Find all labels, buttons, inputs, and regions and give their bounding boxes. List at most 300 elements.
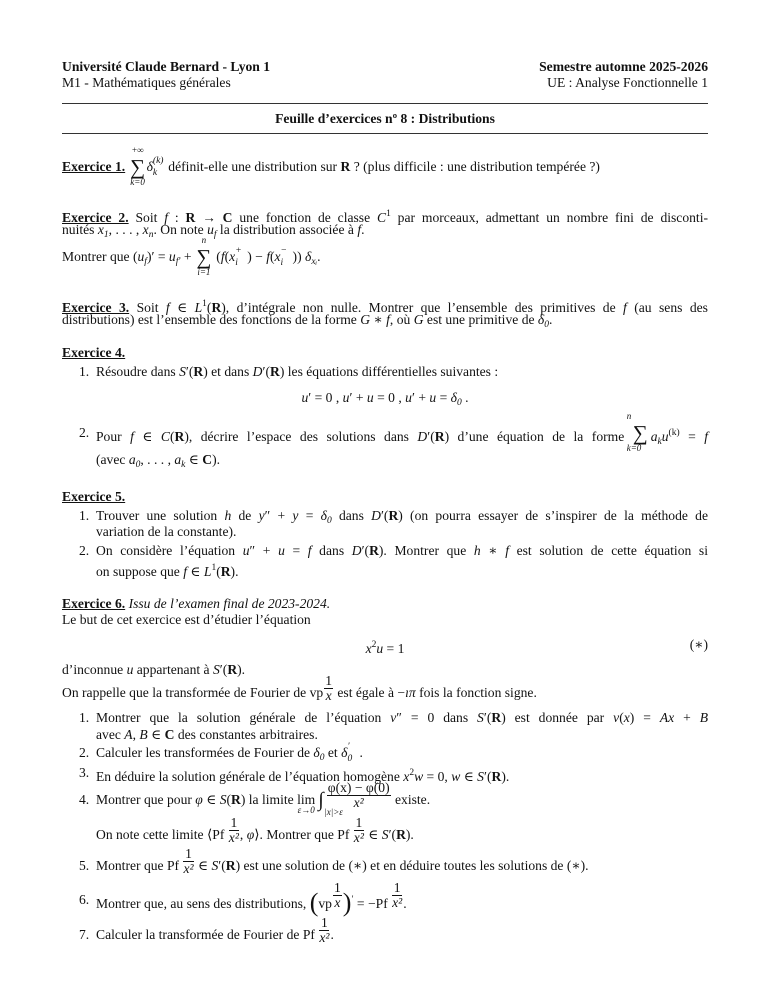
math-set: R: [340, 159, 351, 174]
sum-upper-limit: n: [626, 411, 632, 421]
math-set: R: [193, 364, 204, 379]
exercise-label: Exercice 5.: [62, 489, 126, 504]
text-line: [96, 743, 708, 763]
text-run: ) est donnée par: [501, 710, 614, 725]
text-run: Soit: [128, 210, 165, 225]
superscript: 2: [371, 640, 377, 650]
sigma-symbol: ∑: [196, 245, 212, 269]
text-run: Le but de cet exercice est d’étudier l’équation: [62, 612, 311, 627]
text-run: ∈: [194, 858, 212, 873]
text-run: ).: [501, 769, 510, 784]
exercise-label: Exercice 1.: [62, 159, 126, 174]
item-number: 3.: [79, 765, 90, 780]
text-run: ⟩. Montrer que Pf: [254, 827, 353, 842]
math-set: R: [231, 792, 241, 807]
math-set: R: [270, 364, 280, 379]
text-line: [96, 362, 708, 382]
subscript: 0: [135, 460, 141, 470]
math-set: R: [369, 543, 379, 558]
math-symbol: C: [377, 210, 387, 225]
denominator: x²: [183, 861, 194, 876]
text-run: ) −: [247, 249, 267, 264]
numerator: 1: [320, 915, 328, 930]
math-symbol: S: [477, 769, 484, 784]
math-symbol: v: [613, 710, 620, 725]
math-symbol: u: [376, 641, 384, 656]
big-parenthesis: (: [309, 888, 319, 917]
math-symbol: x: [403, 769, 410, 784]
text-run: ∗: [480, 543, 506, 558]
text-run: et: [324, 745, 342, 760]
item-number: 2.: [79, 425, 90, 440]
superscript: (k): [152, 156, 164, 166]
subscript: n: [148, 230, 154, 240]
text-run: = 0 ,: [373, 390, 406, 405]
sum-upper-limit: n: [201, 235, 207, 245]
math-symbol: u: [126, 662, 134, 677]
math-symbol: a: [128, 452, 136, 467]
denominator: x²: [353, 795, 364, 810]
program-name: M1 - Mathématiques générales: [62, 75, 231, 90]
numerator: 1: [230, 815, 238, 830]
text-run: ,: [132, 727, 140, 742]
math-set: R: [491, 710, 502, 725]
text-run: Montrer que, au sens des distributions,: [96, 896, 310, 911]
text-run: ). Montrer que: [378, 543, 474, 558]
text-run: .: [317, 249, 321, 264]
math-symbol: D: [351, 543, 362, 558]
math-symbol: h: [473, 543, 481, 558]
text-run: (: [169, 429, 175, 444]
text-run: ,: [239, 827, 247, 842]
item-number: 1.: [79, 364, 90, 379]
text-run: +: [674, 710, 700, 725]
text-run: ) est une solution de (∗) et en déduire toutes les solutions de (∗).: [235, 858, 589, 873]
math-symbol: f: [165, 300, 170, 315]
text-run: =: [284, 543, 308, 558]
math-symbol: a: [650, 429, 658, 444]
math-symbol: u: [168, 249, 176, 264]
math-set: R: [220, 564, 231, 579]
sum-lower-limit: k=0: [626, 443, 642, 453]
subscript: 0: [326, 516, 332, 526]
exercise-label: Exercice 2.: [62, 210, 129, 225]
text-run: , . . . ,: [108, 222, 143, 237]
item-number: 7.: [79, 927, 90, 942]
numerator: 1: [393, 880, 401, 895]
math-symbol: u: [278, 543, 285, 558]
text-line: [62, 635, 708, 655]
subscript: 1: [103, 230, 109, 240]
math-set: R: [491, 769, 502, 784]
numerator: 1: [185, 846, 192, 861]
math-symbol: x: [365, 641, 372, 656]
math-symbol: f: [164, 210, 169, 225]
text-run: on suppose que: [96, 564, 184, 579]
text-line: [96, 558, 708, 578]
math-symbol: h: [224, 508, 232, 523]
text-run: (au sens des: [626, 300, 708, 315]
sum-lower-limit: i=1: [197, 267, 211, 277]
title-rule: [62, 133, 708, 134]
math-symbol: u: [342, 390, 350, 405]
subscript: 0: [347, 754, 353, 764]
text-run: ′(: [219, 662, 228, 677]
text-run: ).: [405, 827, 414, 842]
text-run: ′ +: [411, 390, 430, 405]
math-symbol: D: [417, 429, 428, 444]
text-run: est une primitive de: [423, 312, 538, 327]
text-run: =: [436, 390, 451, 405]
subscript: k: [152, 168, 158, 178]
text-run: +: [180, 249, 195, 264]
text-run: ) la limite: [240, 792, 298, 807]
sub-superscript: [153, 157, 165, 177]
math-symbol: S: [477, 710, 484, 725]
text-run: par morceaux, admettant un nombre fini de disconti-: [390, 210, 709, 225]
text-run: ′(: [361, 543, 370, 558]
text-line: [96, 846, 708, 876]
superscript: 1: [386, 209, 391, 219]
math-symbol: a: [174, 452, 182, 467]
text-run: On rappelle que la transformée de Fourier de vp: [62, 685, 324, 700]
math-symbol: S: [213, 662, 220, 677]
sum-lower-limit: k=0: [130, 177, 145, 187]
text-run: ) et dans: [203, 364, 253, 379]
numerator: 1: [333, 880, 341, 895]
text-run: Trouver une solution: [96, 508, 225, 523]
text-run: On note cette limite ⟨Pf: [96, 827, 228, 842]
item-number: 6.: [79, 892, 90, 907]
superscript: (k): [668, 428, 680, 438]
text-run: ).: [237, 662, 246, 677]
text-run: .: [361, 222, 365, 237]
text-run: .: [549, 312, 553, 327]
text-run: .: [461, 390, 469, 405]
math-symbol: B: [139, 727, 148, 742]
text-run: Calculer la transformée de Fourier de Pf: [96, 927, 319, 942]
numerator: φ(x) − φ(0): [327, 780, 390, 795]
text-line: [96, 411, 708, 453]
text-run: = 0,: [423, 769, 452, 784]
math-set: R: [225, 858, 236, 873]
text-run: , . . . ,: [140, 452, 175, 467]
limit-operator: lim: [297, 792, 316, 807]
text-run: ∈: [185, 452, 203, 467]
math-symbol: y: [258, 508, 265, 523]
text-run: ), d’intégrale non nulle. Montrer que l’ensemble des primitives de: [221, 300, 624, 315]
fraction: [318, 915, 330, 945]
item-number: 2.: [79, 543, 90, 558]
math-symbol: δ: [320, 508, 327, 523]
math-symbol: f: [386, 312, 390, 327]
text-run: On considère l’équation: [96, 543, 243, 558]
math-symbol: u: [405, 390, 412, 405]
math-symbol: D: [252, 364, 263, 379]
exercise-label: Exercice 3.: [62, 300, 130, 315]
text-run: existe.: [391, 792, 431, 807]
text-run: ∈: [187, 564, 204, 579]
math-symbol: ıπ: [405, 685, 416, 700]
text-run: ′(: [483, 769, 492, 784]
text-run: ).: [230, 564, 239, 579]
math-set: R: [388, 508, 399, 523]
math-symbol: δ: [305, 249, 312, 264]
math-symbol: Ax: [659, 710, 675, 725]
fraction: [228, 815, 240, 845]
superscript: +: [235, 246, 242, 256]
math-symbol: δ: [313, 745, 320, 760]
text-run: est solution de cette équation si: [508, 543, 708, 558]
course-name: UE : Analyse Fonctionnelle 1: [547, 75, 708, 90]
university-name: Université Claude Bernard - Lyon 1: [62, 59, 271, 74]
math-symbol: δ: [341, 745, 348, 760]
item-number: 5.: [79, 858, 90, 873]
fraction: [353, 815, 365, 845]
text-run: (avec: [96, 452, 129, 467]
text-run: ? (plus difficile : une distribution tempérée ?): [350, 159, 600, 174]
math-symbol: u: [242, 543, 250, 558]
math-symbol: v: [390, 710, 397, 725]
math-symbol: S: [219, 792, 227, 807]
subscript: 0: [544, 320, 549, 330]
text-run: ) (on pourra essayer de s’inspirer de la méthode de: [398, 508, 709, 523]
math-set: C: [202, 452, 213, 467]
text-line: [62, 660, 708, 680]
text-run: nuités: [62, 222, 98, 237]
text-line: [96, 725, 708, 745]
text-run: ∈: [460, 769, 478, 784]
math-set: R: [185, 210, 196, 225]
text-run: ∈: [202, 792, 220, 807]
text-run: ∈: [364, 827, 382, 842]
sigma-symbol: ∑: [130, 155, 146, 179]
text-run: des constantes arbitraires.: [174, 727, 318, 742]
math-symbol: φ: [246, 827, 255, 842]
math-symbol: u: [207, 222, 214, 237]
superscript: 2: [409, 768, 415, 778]
text-run: ′(: [262, 364, 270, 379]
math-symbol: f: [623, 300, 627, 315]
text-line: [62, 487, 708, 507]
text-run: )): [292, 249, 305, 264]
text-run: dans: [311, 543, 352, 558]
text-run: (: [269, 249, 275, 264]
text-run: définit-elle une distribution sur: [164, 159, 341, 174]
text-run: Montrer que la solution générale de l’équation: [96, 710, 391, 725]
denominator: x²: [353, 830, 364, 845]
item-number: 4.: [79, 792, 90, 807]
math-symbol: w: [451, 769, 461, 784]
text-run: ) les équations différentielles suivantes :: [279, 364, 499, 379]
text-run: .: [330, 927, 334, 942]
item-number: 1.: [79, 710, 90, 725]
math-symbol: δ: [450, 390, 457, 405]
text-run: de: [231, 508, 259, 523]
text-line: [62, 673, 708, 703]
sub-superscript: [347, 743, 359, 763]
math-symbol: L: [194, 300, 203, 315]
sub-superscript: [281, 247, 293, 267]
math-set: R: [174, 429, 185, 444]
superscript: ′: [351, 895, 354, 905]
text-run: vp: [318, 896, 332, 911]
text-run: .: [359, 745, 363, 760]
exercise-label: Exercice 6.: [62, 596, 126, 611]
math-symbol: f: [357, 222, 362, 237]
text-line: [96, 450, 708, 470]
math-symbol: C: [160, 429, 170, 444]
math-symbol: f: [183, 564, 187, 579]
text-run: distributions) est l’ensemble des fonctions de la forme: [62, 312, 361, 327]
math-symbol: D: [371, 508, 381, 523]
text-run: avec: [96, 727, 125, 742]
text-run: ).: [212, 452, 221, 467]
math-symbol: y: [292, 508, 299, 523]
math-set: C: [222, 210, 233, 225]
text-run: ∈: [147, 727, 165, 742]
text-line: [96, 815, 708, 845]
math-symbol: φ: [195, 792, 203, 807]
sheet-title: Feuille d’exercices nº 8 : Distributions: [275, 111, 495, 126]
numerator: 1: [325, 673, 332, 688]
text-run: Montrer que pour: [96, 792, 196, 807]
math-symbol: S: [381, 827, 389, 842]
subscript: xᵢ: [311, 257, 318, 267]
text-run: (: [224, 249, 230, 264]
text-run: ∈: [133, 429, 161, 444]
denominator: x: [325, 688, 332, 703]
exercise-label: Exercice 4.: [62, 345, 126, 360]
math-symbol: f: [505, 543, 509, 558]
text-line: [96, 522, 708, 542]
fraction: [323, 673, 334, 703]
math-symbol: S: [179, 364, 186, 379]
text-run: En déduire la solution générale de l’équation homogène: [96, 769, 404, 784]
math-symbol: f: [130, 429, 134, 444]
math-symbol: x: [142, 222, 149, 237]
top-rule: [62, 103, 708, 104]
text-run: ′ +: [349, 390, 367, 405]
text-line: [62, 388, 708, 408]
sub-superscript: [235, 247, 247, 267]
superscript: ′: [347, 742, 350, 752]
text-run: ′(: [380, 508, 389, 523]
numerator: 1: [355, 815, 363, 830]
text-line: [62, 145, 708, 187]
math-symbol: x: [97, 222, 104, 237]
text-line: [62, 235, 708, 277]
subscript: k: [657, 437, 662, 447]
sigma-symbol: ∑: [632, 421, 648, 445]
text-run: est égale à −: [334, 685, 406, 700]
text-line: [96, 763, 708, 783]
fraction: [182, 846, 194, 876]
math-symbol: Issu de l’examen final de 2023-2024.: [128, 596, 331, 611]
math-symbol: G: [360, 312, 371, 327]
item-number: 1.: [79, 508, 90, 523]
math-symbol: u: [301, 390, 309, 405]
denominator: x: [334, 895, 341, 910]
limit: [297, 790, 316, 815]
text-run: ) d’une équation de la forme: [444, 429, 633, 444]
limit-subscript: ε→0: [297, 805, 315, 815]
math-set: R: [227, 662, 238, 677]
text-run: ∗: [370, 312, 387, 327]
subscript: 0: [319, 753, 325, 763]
math-symbol: S: [211, 858, 219, 873]
integral-domain: |x|>ε: [324, 807, 343, 817]
text-run: ′(: [218, 858, 226, 873]
math-set: R: [396, 827, 406, 842]
text-run: Soit: [129, 300, 166, 315]
superscript: 1: [202, 299, 207, 309]
text-run: d’inconnue: [62, 662, 127, 677]
math-symbol: δ: [146, 159, 153, 174]
superscript: −: [280, 246, 287, 256]
text-run: =: [298, 508, 321, 523]
text-run: Pour: [96, 429, 131, 444]
fraction: [391, 880, 403, 910]
integral-sign: ∫: [318, 789, 324, 811]
text-run: ′ = 0 ,: [308, 390, 343, 405]
text-run: dans: [331, 508, 372, 523]
text-line: [96, 880, 708, 917]
text-run: (: [212, 249, 221, 264]
text-run: .: [403, 896, 407, 911]
text-run: ″ +: [264, 508, 293, 523]
subscript: i: [280, 258, 284, 268]
text-run: ′(: [483, 710, 492, 725]
math-symbol: u: [429, 390, 437, 405]
math-symbol: w: [414, 769, 424, 784]
math-symbol: f: [266, 249, 270, 264]
text-run: =: [679, 429, 705, 444]
text-run: variation de la constante).: [96, 524, 237, 539]
math-symbol: G: [413, 312, 424, 327]
text-line: [96, 915, 708, 945]
equation-tag: (∗): [689, 637, 708, 652]
math-symbol: u: [366, 390, 374, 405]
math-symbol: x: [623, 710, 630, 725]
text-run: = 1: [383, 641, 405, 656]
denominator: x²: [392, 895, 403, 910]
text-run: Montrer que (: [62, 249, 138, 264]
text-line: [62, 310, 708, 330]
text-run: ′(: [427, 429, 435, 444]
math-symbol: A: [124, 727, 133, 742]
text-run: →: [195, 210, 223, 225]
math-symbol: f: [307, 543, 312, 558]
math-symbol: x: [274, 249, 281, 264]
summation: [129, 145, 147, 187]
text-line: [62, 220, 708, 240]
summation: [626, 411, 651, 453]
text-run: (: [216, 564, 221, 579]
superscript: 1: [211, 563, 217, 573]
text-run: appartenant à: [133, 662, 213, 677]
subscript: f′: [175, 257, 181, 267]
sum-upper-limit: +∞: [131, 145, 144, 155]
text-run: = −Pf: [353, 896, 392, 911]
math-symbol: u: [137, 249, 145, 264]
text-line: [62, 343, 708, 363]
denominator: x²: [228, 830, 239, 845]
text-run: ″ = 0 dans: [396, 710, 478, 725]
text-run: ′(: [388, 827, 397, 842]
math-symbol: δ: [537, 312, 545, 327]
math-set: R: [434, 429, 445, 444]
